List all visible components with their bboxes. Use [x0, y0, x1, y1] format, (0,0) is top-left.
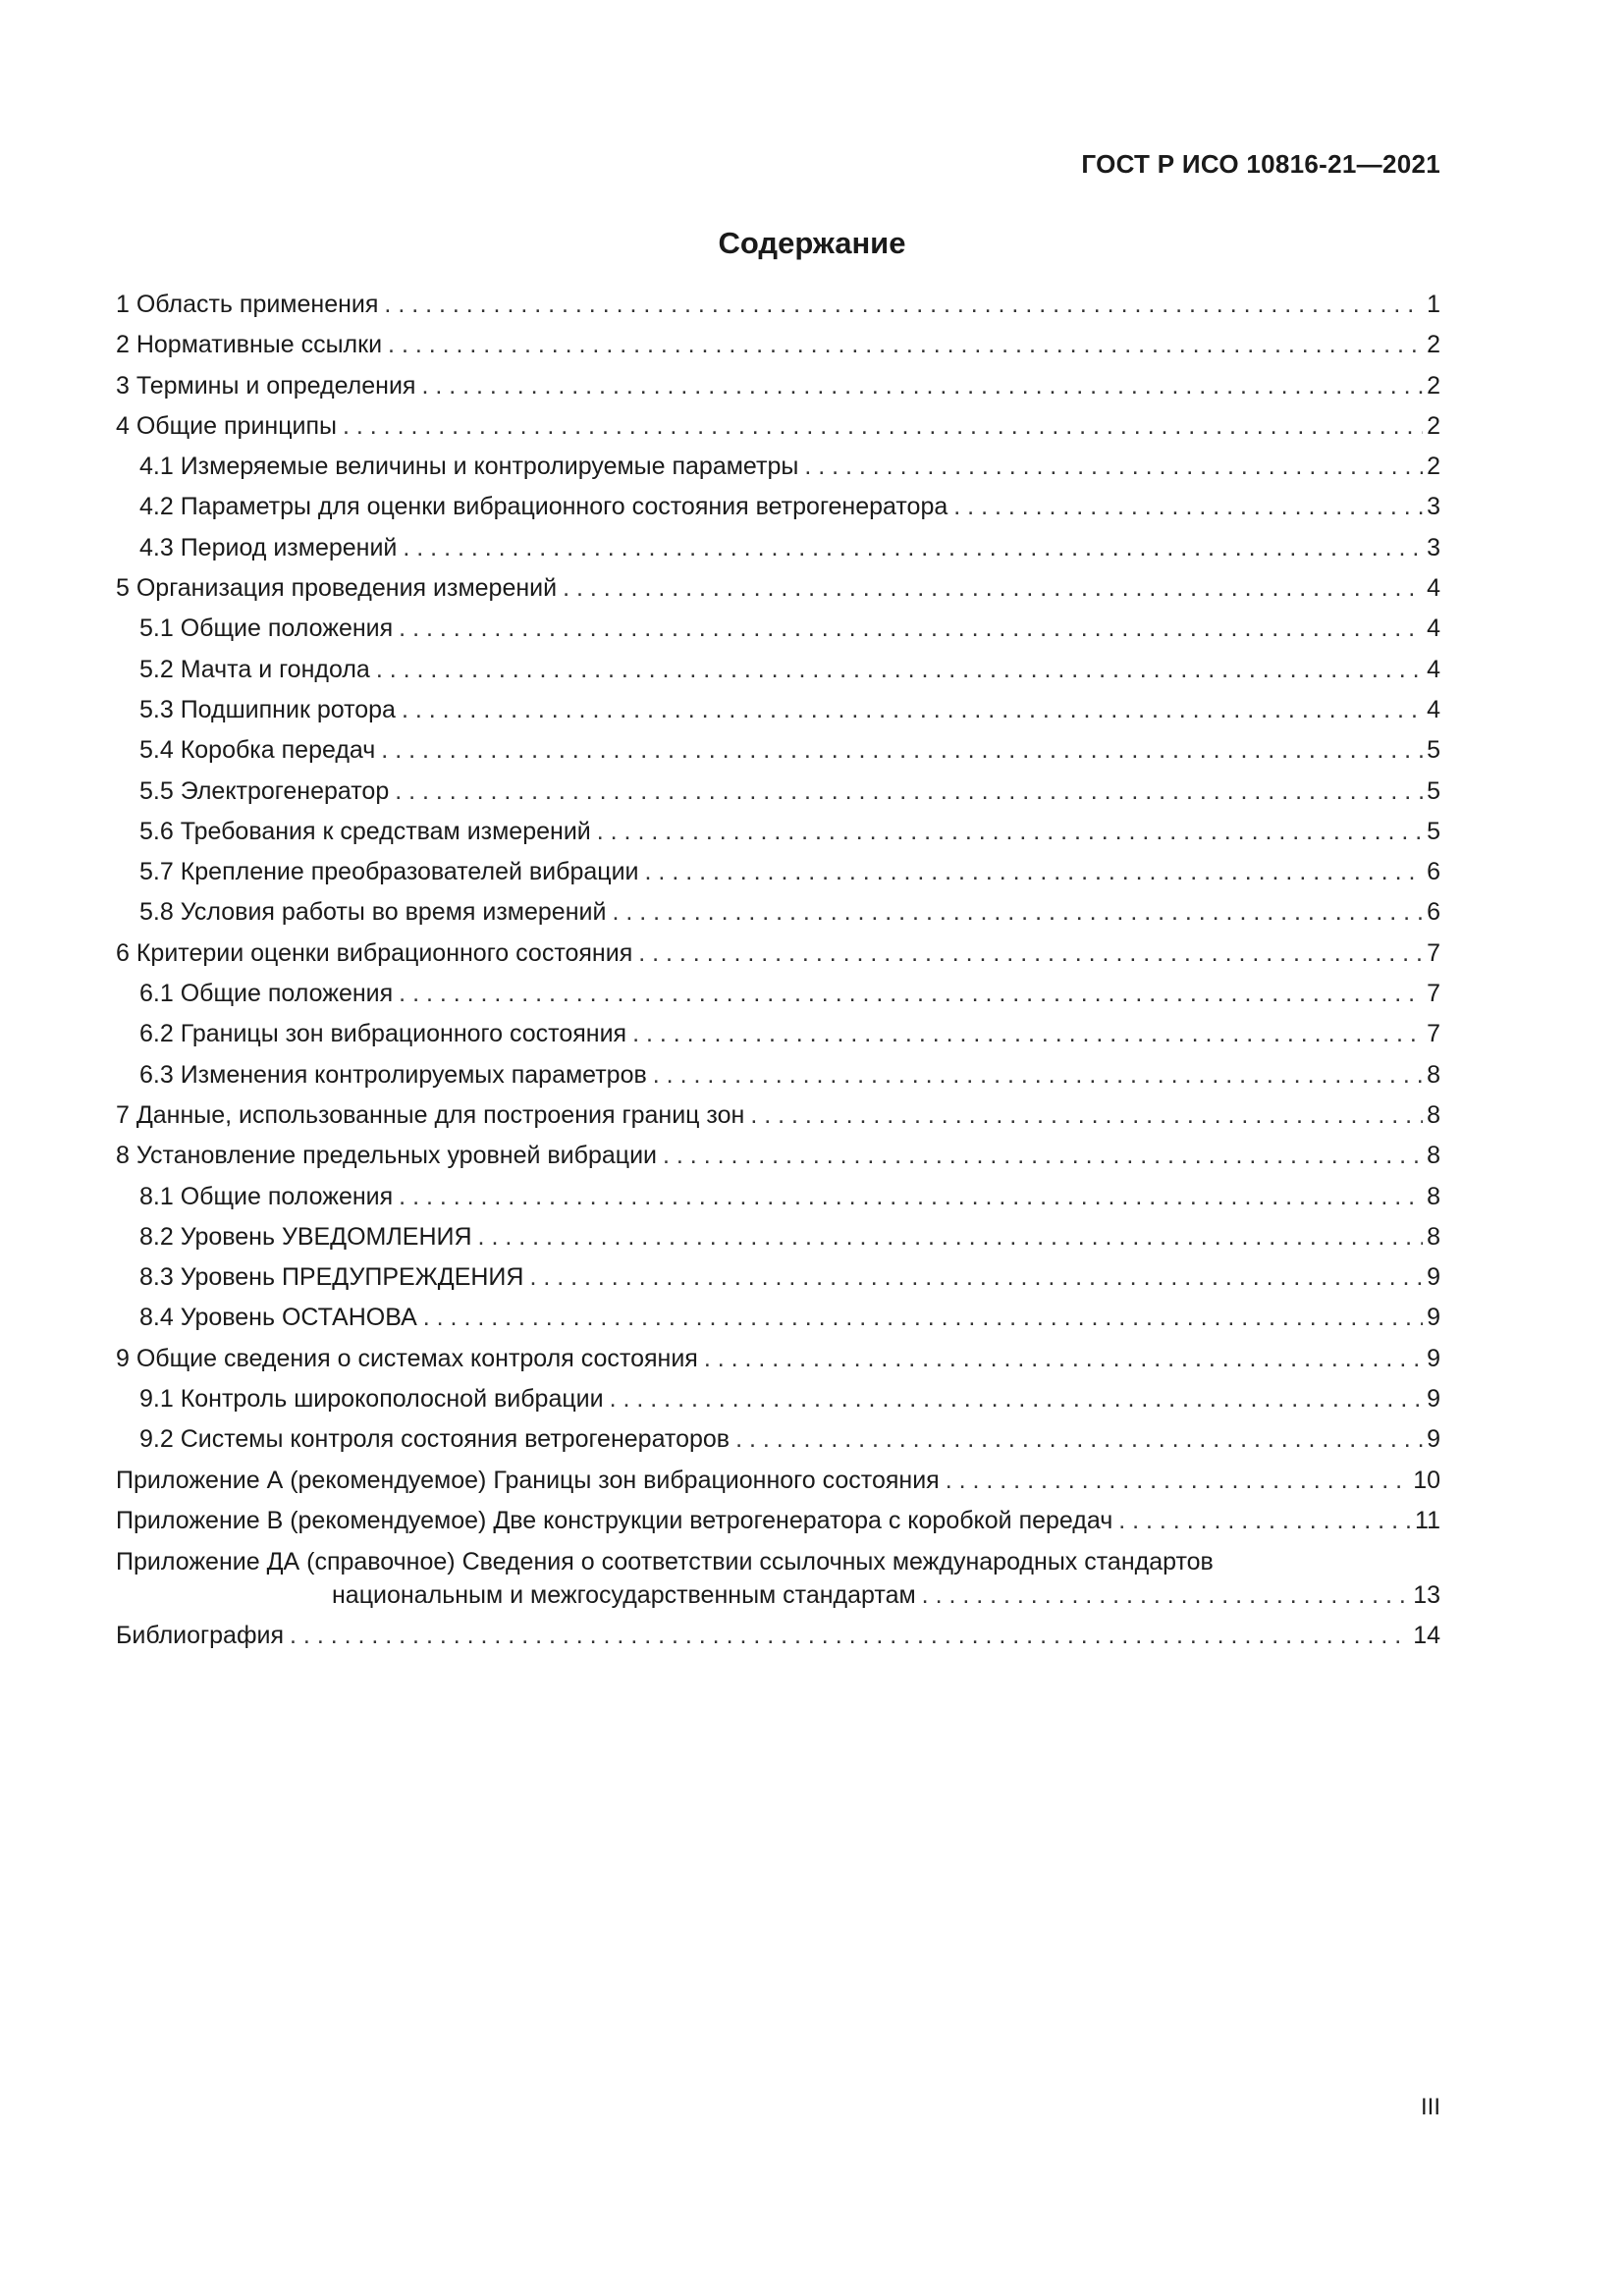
toc-entry-page: 8	[1427, 1060, 1440, 1089]
toc-leader-dots	[403, 528, 1423, 568]
toc-entry-bibliography[interactable]	[116, 1616, 1440, 1656]
toc-leader-dots	[750, 1095, 1423, 1136]
toc-entry[interactable]	[116, 772, 1440, 812]
toc-leader-dots	[388, 325, 1423, 365]
toc-entry-page: 2	[1427, 371, 1440, 400]
toc-entry-page: 9	[1427, 1304, 1440, 1332]
toc-entry[interactable]	[116, 1217, 1440, 1257]
toc-entry[interactable]	[116, 1379, 1440, 1419]
toc-entry-title: 9.2 Системы контроля состояния ветрогенераторов	[139, 1425, 731, 1454]
toc-leader-dots	[922, 1578, 1410, 1612]
toc-entry[interactable]	[116, 730, 1440, 771]
toc-entry-page: 9	[1427, 1344, 1440, 1372]
toc-entry[interactable]	[116, 1095, 1440, 1136]
toc-entry[interactable]	[116, 487, 1440, 527]
toc-entry-title: 5.6 Требования к средствам измерений	[139, 817, 591, 845]
toc-leader-dots	[653, 1055, 1423, 1095]
toc-entry[interactable]	[116, 609, 1440, 649]
toc-leader-dots	[529, 1257, 1423, 1298]
toc-entry-title: 8 Установление предельных уровней вибрации	[116, 1142, 658, 1170]
toc-entry-page: 7	[1427, 1020, 1440, 1048]
toc-entry-title: 9 Общие сведения о системах контроля состояния	[116, 1344, 698, 1372]
toc-entry[interactable]	[116, 366, 1440, 406]
toc-entry-page: 9	[1427, 1425, 1440, 1454]
page-number: III	[1420, 2094, 1440, 2120]
toc-entry-title: Библиография	[116, 1622, 285, 1650]
toc-entry-page: 8	[1427, 1182, 1440, 1210]
toc-leader-dots	[704, 1339, 1423, 1379]
toc-entry-page: 2	[1427, 331, 1440, 359]
toc-entry-page: 5	[1427, 817, 1440, 845]
toc-entry-title: 6.1 Общие положения	[139, 980, 394, 1008]
toc-entry[interactable]	[116, 812, 1440, 852]
toc-entry-title: 3 Термины и определения	[116, 371, 416, 400]
toc-entry-page: 3	[1427, 493, 1440, 521]
toc-entry-title: 5.3 Подшипник ротора	[139, 695, 396, 723]
toc-entry-title: 5.5 Электрогенератор	[139, 776, 390, 805]
toc-entry-page: 3	[1427, 533, 1440, 561]
toc-leader-dots	[663, 1136, 1423, 1176]
toc-entry-title: Приложение В (рекомендуемое) Две конструкции ветрогенератора с коробкой передач	[116, 1506, 1113, 1534]
toc-entry-title: 4.1 Измеряемые величины и контролируемые параметры	[139, 453, 799, 481]
toc-entry-page: 4	[1427, 574, 1440, 603]
toc-entry-title: 5 Организация проведения измерений	[116, 574, 558, 603]
toc-entry-page: 8	[1427, 1142, 1440, 1170]
toc-leader-dots	[478, 1217, 1424, 1257]
toc-leader-dots	[563, 568, 1423, 609]
toc-entry-title: 5.4 Коробка передач	[139, 736, 376, 765]
toc-entry[interactable]	[116, 690, 1440, 730]
toc-entry-page: 1	[1427, 291, 1440, 318]
toc-entry-page: 9	[1427, 1385, 1440, 1414]
toc-leader-dots	[612, 892, 1423, 933]
toc-entry-page: 2	[1427, 411, 1440, 440]
toc-entry[interactable]	[116, 852, 1440, 892]
toc-entry[interactable]	[116, 325, 1440, 365]
toc-entry[interactable]	[116, 1055, 1440, 1095]
toc-entry[interactable]	[116, 1257, 1440, 1298]
toc-entry[interactable]	[116, 1419, 1440, 1460]
toc-entry[interactable]	[116, 1136, 1440, 1176]
toc-entry-title: 5.8 Условия работы во время измерений	[139, 898, 607, 927]
toc-leader-dots	[399, 974, 1423, 1014]
toc-entry[interactable]	[116, 568, 1440, 609]
toc-entry-title: 6.2 Границы зон вибрационного состояния	[139, 1020, 627, 1048]
toc-entry-page: 13	[1413, 1581, 1440, 1610]
toc-entry-page: 4	[1427, 695, 1440, 723]
toc-entry-page: 5	[1427, 736, 1440, 765]
toc-entry[interactable]	[116, 650, 1440, 690]
toc-leader-dots	[953, 487, 1423, 527]
toc-entry-page: 14	[1413, 1622, 1440, 1650]
toc-entry-page: 8	[1427, 1100, 1440, 1129]
toc-entry[interactable]	[116, 447, 1440, 487]
toc-entry[interactable]	[116, 1014, 1440, 1054]
toc-entry-page: 10	[1413, 1466, 1440, 1494]
toc-entry-title: 4 Общие принципы	[116, 411, 337, 440]
toc-entry-page: 4	[1427, 655, 1440, 683]
toc-leader-dots	[610, 1379, 1423, 1419]
toc-leader-dots	[395, 772, 1423, 812]
toc-leader-dots	[645, 852, 1424, 892]
toc-leader-dots	[735, 1419, 1423, 1460]
toc-entry-page: 11	[1415, 1506, 1440, 1534]
toc-entry[interactable]	[116, 1177, 1440, 1217]
toc-entry[interactable]	[116, 1298, 1440, 1338]
toc-entry-title: 8.4 Уровень ОСТАНОВА	[139, 1304, 417, 1332]
toc-entry-title: 5.7 Крепление преобразователей вибрации	[139, 858, 639, 886]
toc-entry[interactable]	[116, 1461, 1440, 1501]
toc-leader-dots	[399, 1177, 1423, 1217]
toc-leader-dots	[381, 730, 1423, 771]
toc-entry-title: 6.3 Изменения контролируемых параметров	[139, 1060, 647, 1089]
toc-entry-page: 4	[1427, 614, 1440, 643]
toc-leader-dots	[597, 812, 1423, 852]
toc-entry-title: 1 Область применения	[116, 291, 379, 318]
toc-entry-title: 4.3 Период измерений	[139, 533, 398, 561]
page-title: Содержание	[718, 226, 906, 260]
toc-entry[interactable]	[116, 934, 1440, 974]
toc-leader-dots	[343, 406, 1423, 447]
toc-leader-dots	[290, 1616, 1409, 1656]
toc-leader-dots	[804, 447, 1423, 487]
toc-entry-title: 4.2 Параметры для оценки вибрационного состояния ветрогенератора	[139, 493, 948, 521]
toc-entry-page: 7	[1427, 980, 1440, 1008]
toc-entry-title: 7 Данные, использованные для построения границ зон	[116, 1100, 745, 1129]
toc-entry[interactable]	[116, 1501, 1440, 1541]
toc-entry-title: 5.2 Мачта и гондола	[139, 655, 370, 683]
toc-leader-dots	[423, 1298, 1423, 1338]
toc-entry[interactable]	[116, 406, 1440, 447]
toc-entry-page: 6	[1427, 898, 1440, 927]
toc-leader-dots	[638, 934, 1423, 974]
toc-leader-dots	[946, 1461, 1409, 1501]
toc-entry-title: 8.3 Уровень ПРЕДУПРЕЖДЕНИЯ	[139, 1263, 524, 1292]
toc-entry[interactable]	[116, 892, 1440, 933]
toc-entry-title: 9.1 Контроль широкополосной вибрации	[139, 1385, 604, 1414]
toc-leader-dots	[384, 285, 1423, 325]
toc-entry-title: 6 Критерии оценки вибрационного состояния	[116, 938, 633, 967]
toc-entry-page: 7	[1427, 938, 1440, 967]
toc-entry[interactable]	[116, 974, 1440, 1014]
toc-leader-dots	[632, 1014, 1423, 1054]
table-of-contents	[116, 285, 1440, 1657]
toc-entry-title: 5.1 Общие положения	[139, 614, 394, 643]
toc-entry-title: Приложение А (рекомендуемое) Границы зон вибрационного состояния	[116, 1466, 940, 1494]
toc-entry-page: 8	[1427, 1222, 1440, 1251]
toc-entry-title: 8.1 Общие положения	[139, 1182, 394, 1210]
toc-entry-page: 2	[1427, 453, 1440, 481]
toc-entry-title: 8.2 Уровень УВЕДОМЛЕНИЯ	[139, 1222, 472, 1251]
toc-leader-dots	[402, 690, 1423, 730]
toc-entry[interactable]	[116, 285, 1440, 325]
toc-leader-dots	[399, 609, 1423, 649]
toc-entry[interactable]	[116, 1339, 1440, 1379]
toc-entry-title-continued: национальным и межгосударственным стандартам	[332, 1581, 916, 1610]
toc-leader-dots	[1118, 1501, 1411, 1541]
toc-leader-dots	[421, 366, 1423, 406]
toc-entry-page: 5	[1427, 776, 1440, 805]
toc-entry[interactable]	[116, 528, 1440, 568]
toc-entry-title: Приложение ДА (справочное) Сведения о соответствии ссылочных международных стандартов	[116, 1548, 1214, 1576]
toc-entry-page: 9	[1427, 1263, 1440, 1292]
document-code: ГОСТ Р ИСО 10816-21—2021	[1081, 149, 1440, 179]
toc-entry-page: 6	[1427, 858, 1440, 886]
toc-entry-title: 2 Нормативные ссылки	[116, 331, 383, 359]
toc-leader-dots	[376, 650, 1423, 690]
toc-entry-appendix-da[interactable]	[116, 1541, 1440, 1616]
